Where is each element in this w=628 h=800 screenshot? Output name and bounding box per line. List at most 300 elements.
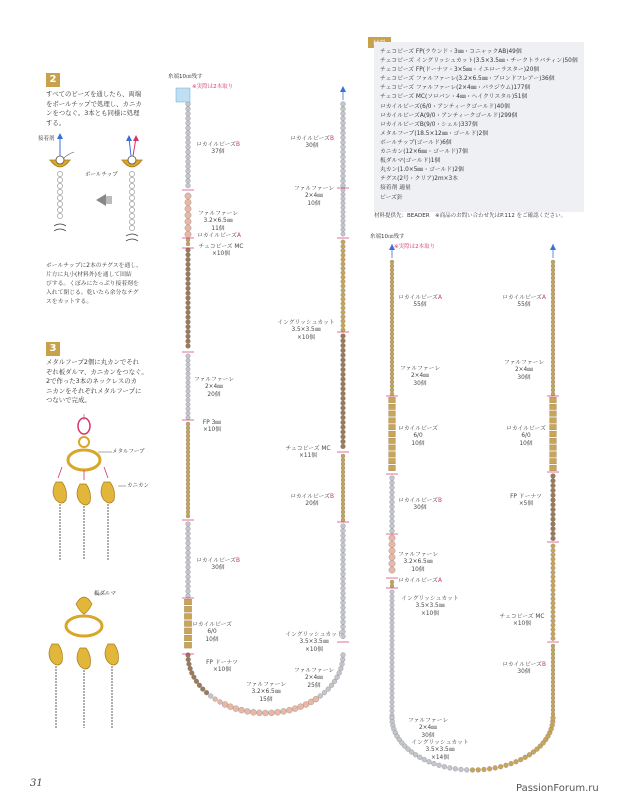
bead-label bbox=[398, 498, 442, 513]
bead bbox=[341, 548, 346, 553]
supplier-text: 材料提供先：BEADER ※商品のお問い合わせ先はP.112 をご確認ください。 bbox=[374, 213, 567, 219]
bead bbox=[341, 420, 346, 425]
bead-label bbox=[286, 446, 331, 461]
bead-label bbox=[398, 295, 442, 310]
bead bbox=[390, 340, 394, 344]
bead bbox=[340, 662, 345, 667]
bead bbox=[550, 458, 557, 463]
bead bbox=[551, 364, 555, 368]
bead bbox=[551, 583, 555, 587]
bead-count: ×10個 bbox=[212, 667, 232, 674]
bead bbox=[341, 533, 346, 538]
bead bbox=[186, 344, 191, 349]
bead bbox=[551, 672, 555, 676]
bead bbox=[550, 411, 557, 416]
bead bbox=[341, 367, 346, 372]
bead bbox=[390, 328, 394, 332]
bead bbox=[341, 562, 346, 567]
bead-label bbox=[401, 596, 458, 618]
bead bbox=[551, 300, 555, 304]
bead bbox=[550, 431, 557, 436]
bead-size: 6/0 bbox=[207, 629, 217, 636]
bead bbox=[482, 767, 487, 772]
bead bbox=[551, 660, 555, 664]
bead bbox=[551, 507, 556, 512]
bead-size: 2×4㎜ bbox=[304, 193, 324, 200]
bead bbox=[341, 444, 346, 449]
bead bbox=[208, 694, 213, 699]
bead bbox=[239, 707, 245, 713]
bead bbox=[389, 404, 396, 409]
bead bbox=[186, 272, 191, 277]
bead bbox=[341, 382, 346, 387]
bead bbox=[186, 320, 191, 325]
material-item: 接着剤 適量 bbox=[380, 185, 411, 192]
bead bbox=[390, 384, 394, 388]
bead bbox=[551, 544, 555, 548]
step-2-desc-line: 片方に丸小(材料外)を通して固結 bbox=[46, 272, 132, 278]
bead bbox=[551, 296, 555, 300]
bead bbox=[341, 502, 345, 506]
bead-label bbox=[398, 578, 442, 585]
bead bbox=[340, 657, 345, 662]
bead bbox=[447, 765, 452, 770]
bead bbox=[551, 716, 556, 721]
bead bbox=[459, 767, 464, 772]
bead-name: チェコビーズ MC bbox=[285, 446, 331, 452]
bead bbox=[390, 336, 394, 340]
bead bbox=[390, 594, 394, 598]
bead bbox=[551, 664, 555, 668]
bead bbox=[186, 300, 191, 305]
bead bbox=[390, 524, 395, 529]
step-2-number: 2 bbox=[46, 73, 60, 87]
bead bbox=[184, 614, 191, 620]
bead bbox=[390, 651, 394, 655]
bead bbox=[464, 767, 469, 772]
step-2-line: する。 bbox=[46, 118, 66, 127]
bead bbox=[551, 712, 555, 716]
bead bbox=[341, 328, 345, 332]
bead bbox=[390, 643, 394, 647]
bead bbox=[341, 396, 346, 401]
bead bbox=[551, 493, 556, 498]
bead bbox=[390, 612, 394, 616]
strand1-note: ※実際は2本取り bbox=[192, 84, 234, 90]
bead bbox=[186, 267, 191, 272]
bead bbox=[390, 691, 394, 695]
bead-size: 3.2×6.5㎜ bbox=[403, 559, 433, 566]
bead bbox=[341, 201, 345, 205]
bead bbox=[186, 305, 191, 310]
material-item: ロカイルビーズ(6/0・アンティークゴールド)40個 bbox=[380, 103, 510, 110]
bead bbox=[390, 260, 394, 264]
site-watermark: PassionForum.ru bbox=[516, 783, 599, 794]
bead bbox=[185, 212, 191, 218]
bead-label bbox=[196, 142, 240, 157]
bead bbox=[390, 268, 394, 272]
bead bbox=[550, 445, 557, 450]
bead bbox=[341, 552, 346, 557]
bead-name: ロカイルビーズ bbox=[506, 426, 546, 432]
bead bbox=[390, 372, 394, 376]
bead bbox=[551, 260, 555, 264]
bead bbox=[186, 574, 191, 579]
bead bbox=[550, 438, 557, 443]
bead-label bbox=[203, 420, 221, 435]
bead bbox=[186, 478, 190, 482]
material-item: テグス(2号・クリア)2m×3本 bbox=[380, 176, 458, 183]
bead bbox=[233, 706, 239, 712]
bead bbox=[341, 482, 345, 486]
bead bbox=[551, 336, 555, 340]
bead bbox=[551, 352, 555, 356]
bead bbox=[185, 231, 191, 237]
bead bbox=[390, 580, 394, 584]
bead bbox=[389, 418, 396, 423]
bead bbox=[390, 700, 394, 704]
bead bbox=[390, 665, 394, 669]
bead bbox=[551, 531, 556, 536]
bead bbox=[341, 362, 346, 367]
bead bbox=[263, 710, 269, 716]
bead-count: 15個 bbox=[259, 696, 273, 703]
bead bbox=[341, 506, 345, 510]
material-item: 丸カン(1.0×5㎜・ゴールド)2個 bbox=[380, 167, 464, 174]
bead bbox=[186, 380, 190, 384]
bead-name: ファルファーレ bbox=[293, 186, 335, 192]
bead bbox=[551, 688, 555, 692]
bead bbox=[550, 465, 557, 470]
bead bbox=[341, 205, 345, 209]
bead bbox=[186, 589, 191, 594]
bead bbox=[509, 761, 514, 766]
material-item: ロカイルビーズA(9/0・アンティークゴールド)299個 bbox=[380, 112, 518, 119]
bead bbox=[341, 524, 346, 529]
bead bbox=[186, 657, 191, 662]
bead bbox=[186, 296, 191, 301]
bead-name: FP ドーナツ bbox=[510, 494, 542, 500]
bead bbox=[186, 276, 191, 281]
bead-label bbox=[206, 660, 238, 675]
bead bbox=[551, 488, 556, 493]
bead bbox=[551, 579, 555, 583]
bead bbox=[551, 575, 555, 579]
bead bbox=[390, 292, 394, 296]
bead bbox=[186, 363, 190, 367]
bead bbox=[186, 376, 190, 380]
bead bbox=[551, 280, 555, 284]
bead bbox=[186, 339, 191, 344]
bead bbox=[390, 625, 394, 629]
bead bbox=[390, 704, 394, 708]
bead bbox=[186, 111, 191, 116]
bead bbox=[184, 621, 191, 627]
bead bbox=[551, 512, 556, 517]
bead bbox=[341, 240, 345, 244]
bead bbox=[551, 368, 555, 372]
bead bbox=[551, 704, 555, 708]
bead-name: チェコビーズ MC bbox=[499, 614, 545, 620]
bead bbox=[551, 597, 555, 601]
bead bbox=[186, 358, 190, 362]
bead bbox=[389, 452, 396, 457]
bead bbox=[390, 264, 394, 268]
bead bbox=[390, 485, 395, 490]
bead bbox=[550, 418, 557, 423]
bead bbox=[341, 518, 345, 522]
step-3-line: ニカンをそれぞれメタルフープに bbox=[46, 386, 142, 395]
bead bbox=[186, 354, 190, 358]
bead bbox=[518, 757, 523, 762]
bead bbox=[186, 482, 190, 486]
bead-count: ×10個 bbox=[211, 251, 231, 258]
bead-label bbox=[398, 552, 438, 574]
bead bbox=[341, 567, 346, 572]
bead bbox=[186, 570, 191, 575]
arrow-up-icon bbox=[340, 86, 346, 92]
bead bbox=[184, 628, 191, 634]
bead bbox=[341, 106, 346, 111]
bead bbox=[186, 324, 191, 329]
bead bbox=[551, 376, 555, 380]
bead bbox=[341, 178, 346, 183]
bead bbox=[390, 476, 395, 481]
bead-name: イングリッシュカット bbox=[285, 632, 343, 638]
bead bbox=[341, 439, 346, 444]
bead bbox=[390, 356, 394, 360]
bead-name: イングリッシュカット bbox=[401, 596, 459, 602]
bead bbox=[550, 424, 557, 429]
bead-mark: B bbox=[329, 136, 334, 142]
bead bbox=[551, 700, 555, 704]
bead bbox=[551, 483, 556, 488]
bead bbox=[551, 360, 555, 364]
bead bbox=[390, 709, 394, 713]
bead-label bbox=[285, 632, 342, 654]
bead bbox=[390, 280, 394, 284]
bead bbox=[341, 257, 345, 261]
bead bbox=[390, 300, 394, 304]
bead bbox=[390, 490, 395, 495]
bead-count: 10個 bbox=[307, 200, 321, 207]
bead bbox=[222, 701, 228, 707]
bead bbox=[550, 452, 557, 457]
bead bbox=[341, 353, 346, 358]
bead bbox=[341, 425, 346, 430]
bead-count: 10個 bbox=[411, 566, 425, 573]
bead bbox=[390, 364, 394, 368]
bead-count: ×10個 bbox=[512, 621, 532, 628]
bead-name: ロカイルビーズ bbox=[290, 136, 330, 142]
bead bbox=[186, 174, 191, 179]
bead bbox=[551, 292, 555, 296]
bead bbox=[186, 252, 191, 257]
bead bbox=[204, 690, 209, 695]
bead bbox=[551, 676, 555, 680]
bead bbox=[390, 332, 394, 336]
bead bbox=[186, 442, 190, 446]
material-item: チェコビーズ MC(ソロバン・4㎜・ヘイクリスタル)51個 bbox=[380, 94, 528, 101]
bead-name: ロカイルビーズ bbox=[398, 578, 438, 584]
bead bbox=[341, 315, 345, 319]
bead bbox=[186, 315, 191, 320]
bead bbox=[341, 188, 345, 192]
bead-name: ロカイルビーズ bbox=[192, 622, 232, 628]
bead bbox=[442, 764, 447, 769]
bead bbox=[341, 111, 346, 116]
bead bbox=[551, 304, 555, 308]
bead bbox=[341, 610, 346, 615]
bead bbox=[186, 474, 190, 478]
bead bbox=[186, 522, 191, 527]
material-item: ボールチップ(ゴールド)6個 bbox=[380, 139, 452, 146]
bead bbox=[186, 526, 191, 531]
bead-name: ファルファーレ bbox=[197, 211, 239, 217]
bead bbox=[550, 397, 557, 402]
bead bbox=[186, 531, 191, 536]
bead bbox=[341, 266, 345, 270]
bead-size: 2×4㎜ bbox=[304, 675, 324, 682]
bead bbox=[186, 510, 190, 514]
bead bbox=[186, 450, 190, 454]
bead bbox=[551, 614, 555, 618]
bead bbox=[341, 288, 345, 292]
bead bbox=[186, 434, 190, 438]
bead-mark: B bbox=[235, 558, 240, 564]
bead bbox=[341, 605, 346, 610]
bead-mark: A bbox=[541, 295, 546, 301]
bead bbox=[551, 517, 556, 522]
bead bbox=[218, 700, 223, 705]
bead-label bbox=[294, 186, 334, 208]
bead bbox=[389, 465, 396, 470]
step-3-line: ぞれ板ダルマ、カニカンをつなぐ。 bbox=[46, 367, 148, 376]
bead bbox=[389, 541, 395, 547]
bead bbox=[186, 430, 190, 434]
bead bbox=[244, 708, 250, 714]
bead bbox=[551, 536, 556, 541]
bead bbox=[186, 502, 190, 506]
bead bbox=[341, 406, 346, 411]
bead-count: 55個 bbox=[517, 302, 531, 309]
bead bbox=[186, 135, 191, 140]
bead-name: ロカイルビーズ bbox=[502, 662, 542, 668]
bead bbox=[184, 599, 191, 605]
bead-count: 20個 bbox=[305, 501, 319, 508]
bead-name: ファルファーレ bbox=[193, 377, 235, 383]
bead bbox=[341, 310, 345, 314]
bead bbox=[186, 454, 190, 458]
bead-label bbox=[246, 682, 286, 704]
bead bbox=[551, 656, 555, 660]
material-item: ビーズ針 bbox=[380, 194, 403, 201]
bead-count: ×11個 bbox=[298, 453, 318, 460]
bead bbox=[390, 528, 395, 533]
bead bbox=[551, 288, 555, 292]
bead bbox=[341, 192, 345, 196]
bead bbox=[341, 510, 345, 514]
bead-label bbox=[197, 233, 241, 240]
bead bbox=[341, 219, 345, 223]
bead bbox=[341, 490, 345, 494]
bead bbox=[185, 225, 191, 231]
bead bbox=[186, 140, 191, 145]
bead bbox=[186, 446, 190, 450]
bead-name: ファルファーレ bbox=[245, 682, 287, 688]
bead-mark: B bbox=[329, 494, 334, 500]
bead bbox=[551, 264, 555, 268]
bead-count: ×10個 bbox=[304, 646, 324, 653]
bead bbox=[551, 324, 555, 328]
bead-mark: A bbox=[437, 578, 442, 584]
bead bbox=[390, 348, 394, 352]
bead bbox=[341, 586, 346, 591]
bead bbox=[186, 106, 191, 111]
bead bbox=[551, 344, 555, 348]
bead bbox=[551, 522, 556, 527]
bead-count: ×10個 bbox=[296, 334, 316, 341]
bead bbox=[186, 415, 190, 419]
bead bbox=[186, 402, 190, 406]
bead bbox=[551, 316, 555, 320]
bead-size: 2×4㎜ bbox=[514, 367, 534, 374]
bead bbox=[341, 275, 345, 279]
bead bbox=[341, 358, 346, 363]
bead bbox=[341, 140, 346, 145]
bead bbox=[390, 304, 394, 308]
bead bbox=[390, 647, 394, 651]
bead-name: FP ドーナツ bbox=[206, 660, 238, 666]
bead bbox=[487, 766, 492, 771]
material-item: チェコビーズ FP(ラウンド・3㎜・コニャックAB)49個 bbox=[380, 49, 522, 55]
bead bbox=[186, 565, 191, 570]
material-item: カニカン(12×6㎜・ゴールド)7個 bbox=[380, 149, 468, 156]
material-item: チェコビーズ FP(ドーナツ・3×5㎜・イエローラスター)20個 bbox=[380, 67, 540, 74]
bead bbox=[390, 388, 394, 392]
bead-name: ファルファーレ bbox=[293, 668, 335, 674]
bead bbox=[292, 706, 298, 712]
bead bbox=[341, 102, 346, 107]
ballchip-label: ボールチップ bbox=[85, 172, 118, 178]
bead bbox=[514, 759, 519, 764]
bead bbox=[498, 764, 503, 769]
bead bbox=[551, 356, 555, 360]
bead-label bbox=[506, 426, 546, 448]
bead bbox=[186, 550, 191, 555]
bead bbox=[341, 126, 346, 131]
bead bbox=[551, 557, 555, 561]
bead bbox=[551, 478, 556, 483]
bead bbox=[186, 462, 190, 466]
page-number: 31 bbox=[30, 778, 43, 789]
bead bbox=[551, 526, 556, 531]
bead bbox=[551, 380, 555, 384]
bead bbox=[551, 502, 556, 507]
bead-name: ファルファーレ bbox=[407, 718, 449, 724]
bead bbox=[341, 232, 345, 236]
bead bbox=[341, 249, 345, 253]
bead-label bbox=[400, 366, 440, 388]
material-item: チェコビーズ イングリッシュカット(3.5×3.5㎜・チークトラバティン)50個 bbox=[380, 58, 578, 65]
bead bbox=[341, 319, 345, 323]
bead bbox=[341, 557, 346, 562]
step-3-line: メタルフープ2個に丸カンでそれ bbox=[46, 358, 140, 366]
bead bbox=[493, 765, 498, 770]
bead bbox=[551, 388, 555, 392]
bead bbox=[389, 567, 395, 573]
bead bbox=[389, 438, 396, 443]
